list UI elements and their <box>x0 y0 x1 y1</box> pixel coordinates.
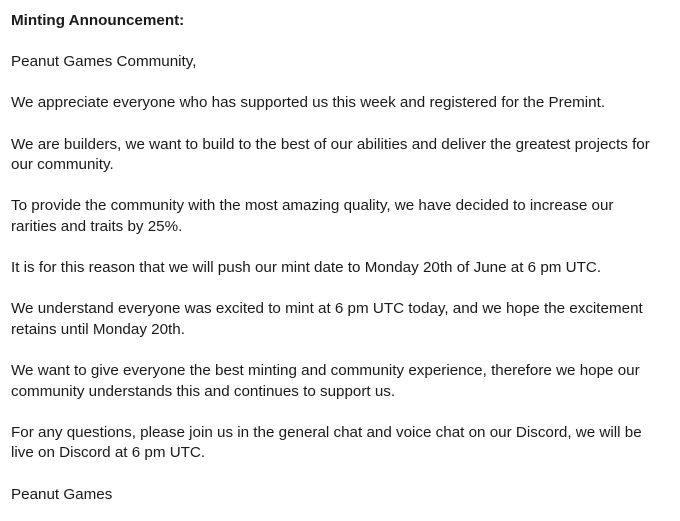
paragraph-questions: For any questions, please join us in the general chat and voice chat on our Discord, we will be live on Discord at 6 pm UTC. <box>11 423 642 462</box>
announcement-title: Minting Announcement: <box>11 12 185 29</box>
paragraph-thanks: We appreciate everyone who has supported us this week and registered for the Premint. <box>11 94 606 112</box>
paragraph-quality: To provide the community with the most amazing quality, we have decided to increase our rarities and traits by 25%. <box>11 197 614 235</box>
paragraph-experience: We want to give everyone the best minting and community experience, therefore we hope our community understands this and continues to support us. <box>11 362 640 400</box>
paragraph-mint-date: It is for this reason that we will push our mint date to Monday 20th of June at 6 pm UTC. <box>11 259 602 277</box>
paragraph-builders: We are builders, we want to build to the best of our abilities and deliver the greatest projects for our community. <box>11 135 650 174</box>
paragraph-excitement: We understand everyone was excited to mint at 6 pm UTC today, and we hope the excitement retains until Monday 20th. <box>11 300 643 338</box>
greeting: Peanut Games Community, <box>11 53 197 71</box>
signature: Peanut Games <box>11 485 113 503</box>
